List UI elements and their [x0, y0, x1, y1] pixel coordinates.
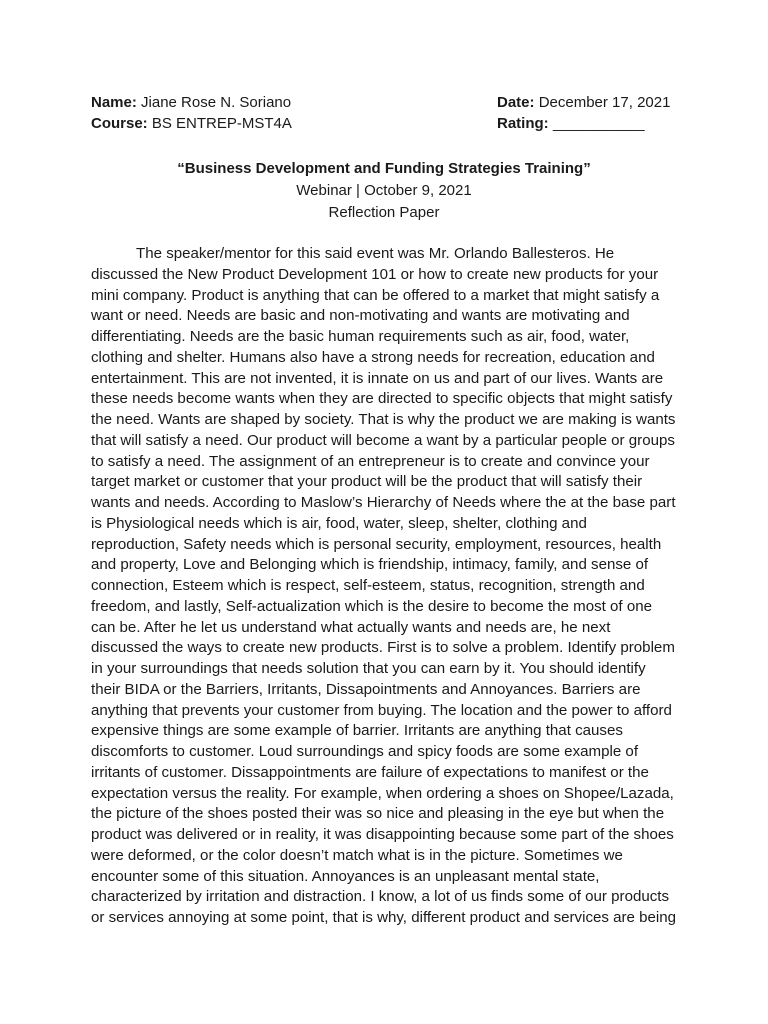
- body-line: entertainment. This are not invented, it is innate on us and part of our lives. Wants are: [91, 369, 664, 387]
- course-value: BS ENTREP-MST4A: [151, 115, 292, 132]
- body-line: their BIDA or the Barriers, Irritants, Dissapointments and Annoyances. Barriers are: [91, 680, 641, 698]
- rating-field: [497, 113, 645, 134]
- body-line: product was delivered or in reality, it was disappointing because some part of the shoes: [91, 826, 674, 843]
- rating-label: Rating:: [497, 115, 549, 132]
- body-line: The speaker/mentor for this said event was Mr. Orlando Ballesteros. He: [136, 245, 615, 262]
- body-line: were deformed, or the color doesn’t match what is in the picture. Sometimes we: [91, 846, 623, 864]
- body-line: discussed the New Product Development 101 or how to create new products for your: [91, 265, 659, 283]
- body-line: differentiating. Needs are the basic human requirements such as air, food, water,: [91, 328, 630, 345]
- date-label: Date:: [497, 94, 535, 111]
- body-line: the need. Wants are shaped by society. That is why the product we are making is wants: [91, 411, 676, 428]
- body-line: the picture of the shoes posted their was so nice and pleasing in the eye but when the: [91, 805, 665, 823]
- body-line: can be. After he let us understand what actually wants and needs are, he next: [91, 618, 611, 636]
- body-line: is Physiological needs which is air, food, water, sleep, shelter, clothing and: [91, 514, 587, 532]
- body-line: or services annoying at some point, that is why, different product and services are being: [91, 909, 677, 926]
- body-line: discussed the ways to create new products. First is to solve a problem. Identify problem: [91, 639, 675, 657]
- course-field: [91, 113, 497, 134]
- rating-value: ___________: [552, 115, 645, 132]
- body-line: these needs become wants when they are directed to specific objects that might satisfy: [91, 390, 673, 408]
- body-line: that will satisfy a need. Our product will become a want by a particular people or groups: [91, 431, 675, 449]
- event-subtitle: Webinar | October 9, 2021: [296, 182, 472, 199]
- body-line: irritants of customer. Dissappointments are failure of expectations to manifest or the: [91, 763, 649, 781]
- header-info: [91, 92, 691, 134]
- header-row-2: [91, 113, 691, 134]
- body-line: expensive things are some example of barrier. Irritants are anything that causes: [91, 722, 623, 740]
- name-value: Jiane Rose N. Soriano: [141, 94, 292, 111]
- document-type: Reflection Paper: [328, 204, 440, 221]
- course-label: Course:: [91, 115, 148, 132]
- date-value: December 17, 2021: [538, 94, 671, 111]
- body-line: mini company. Product is anything that can be offered to a market that might satisfy a: [91, 286, 660, 304]
- body-line: anything that prevents your customer from buying. The location and the power to afford: [91, 701, 672, 719]
- body-line: characterized by irritation and distraction. I know, a lot of us finds some of our products: [91, 888, 670, 906]
- body-line: discomforts to customer. Loud surroundings and spicy foods are some example of: [91, 743, 639, 760]
- body-line: target market or customer that your product will be the product that will satisfy their: [91, 473, 643, 491]
- body-line: connection, Esteem which is respect, self-esteem, status, recognition, strength and: [91, 577, 645, 594]
- header-row-1: [91, 92, 691, 113]
- body-line: and property, Love and Belonging which is friendship, intimacy, family, and sense of: [91, 556, 649, 574]
- body-line: want or need. Needs are basic and non-motivating and wants are motivating and: [91, 307, 630, 325]
- body-line: freedom, and lastly, Self-actualization which is the desire to become the most of one: [91, 597, 652, 615]
- name-label: Name:: [91, 94, 137, 111]
- body-line: to satisfy a need. The assignment of an entrepreneur is to create and convince your: [91, 452, 650, 470]
- document-title: “Business Development and Funding Strategies Training”: [177, 160, 591, 177]
- reflection-body: [91, 244, 683, 929]
- title-block: [0, 158, 768, 224]
- body-line: in your surroundings that needs solution that you can earn by it. You should identify: [91, 660, 646, 677]
- body-line: clothing and shelter. Humans also have a strong needs for recreation, education and: [91, 348, 655, 366]
- date-field: [497, 92, 670, 113]
- body-line: encounter some of this situation. Annoyances is an unpleasant mental state,: [91, 867, 600, 885]
- name-field: [91, 92, 497, 113]
- body-line: expectation versus the reality. For example, when ordering a shoes on Shopee/Lazada,: [91, 784, 674, 802]
- body-line: wants and needs. According to Maslow’s Hierarchy of Needs where the at the base part: [91, 494, 676, 511]
- body-line: reproduction, Safety needs which is personal security, employment, resources, health: [91, 535, 662, 553]
